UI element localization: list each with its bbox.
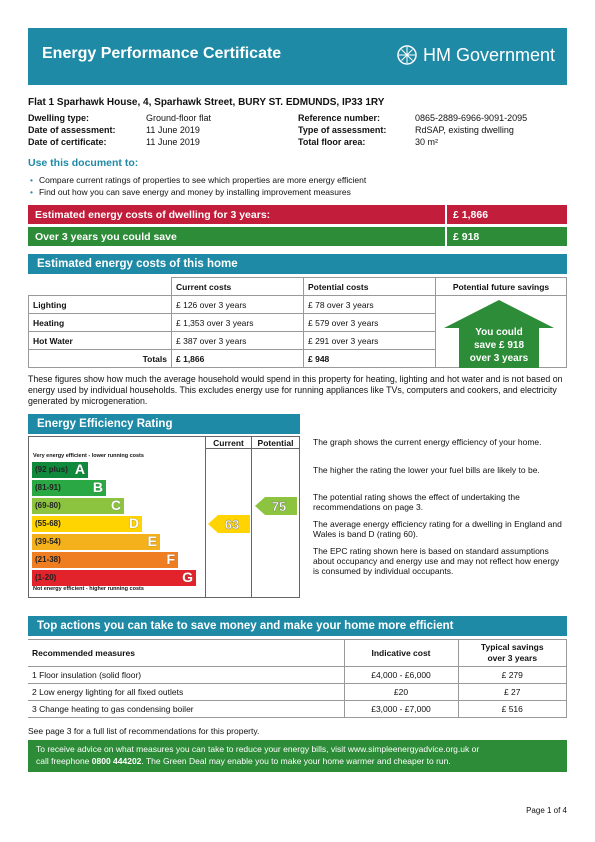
freephone-number[interactable]: 0800 444202 bbox=[91, 756, 142, 766]
actions-table bbox=[28, 639, 567, 718]
efficiency-heading: Energy Efficiency Rating bbox=[28, 414, 300, 434]
certificate-date-value: 11 June 2019 bbox=[146, 137, 200, 147]
band-letter: G bbox=[182, 569, 193, 585]
page-title: Energy Performance Certificate bbox=[42, 45, 282, 62]
assessment-date-value: 11 June 2019 bbox=[146, 125, 200, 135]
band-b bbox=[32, 480, 106, 496]
current-rating-pointer bbox=[208, 515, 252, 533]
footer-line1: To receive advice on what measures you can take to reduce your energy bills, visit www.simpleenergyadvice.org.uk or bbox=[36, 744, 480, 754]
totals-row: Totals £ 1,866 £ 948 bbox=[29, 350, 567, 368]
header-banner bbox=[28, 28, 567, 85]
band-letter: C bbox=[110, 497, 121, 513]
svg-text:75: 75 bbox=[271, 499, 287, 514]
band-letter: B bbox=[92, 479, 103, 495]
assessment-date-label: Date of assessment: bbox=[28, 125, 116, 135]
band-letter: D bbox=[128, 515, 139, 531]
certificate-date-label: Date of certificate: bbox=[28, 137, 107, 147]
band-range: (55-68) bbox=[35, 519, 61, 528]
savings-line3: over 3 years bbox=[469, 353, 529, 364]
efficiency-text-3: The potential rating shows the effect of undertaking the recommendations on page 3. bbox=[313, 492, 520, 512]
band-range: (1-20) bbox=[35, 573, 57, 582]
assessment-type-value: RdSAP, existing dwelling bbox=[415, 125, 514, 135]
costs-table bbox=[28, 277, 567, 368]
savings-arrow-cell bbox=[436, 296, 567, 368]
band-range: (81-91) bbox=[35, 483, 61, 492]
table-row: Heating £ 1,353 over 3 years £ 579 over 3 years bbox=[29, 314, 567, 332]
assessment-type-label: Type of assessment: bbox=[298, 125, 387, 135]
could-save-value: £ 918 bbox=[447, 227, 567, 246]
band-d bbox=[32, 516, 142, 532]
page-number: Page 1 of 4 bbox=[526, 806, 567, 815]
potential-col-header: Potential bbox=[257, 438, 294, 448]
col-measures: Recommended measures bbox=[28, 640, 344, 667]
table-row: 2 Low energy lighting for all fixed outlets £20 £ 27 bbox=[28, 684, 567, 701]
band-g bbox=[32, 570, 196, 586]
reference-label: Reference number: bbox=[298, 113, 381, 123]
footer-line2: call freephone 0800 444202. The Green Deal may enable you to make your home warmer and cheaper to run. bbox=[36, 756, 451, 766]
col-future: Potential future savings bbox=[436, 278, 567, 296]
table-row: 1 Floor insulation (solid floor) £4,000 - £6,000 £ 279 bbox=[28, 667, 567, 684]
use-document-heading: Use this document to: bbox=[28, 157, 139, 169]
band-range: (21-38) bbox=[35, 555, 61, 564]
floor-area-label: Total floor area: bbox=[298, 137, 366, 147]
potential-rating-pointer bbox=[255, 497, 299, 515]
property-address: Flat 1 Sparhawk House, 4, Sparhawk Street, BURY ST. EDMUNDS, IP33 1RY bbox=[28, 97, 385, 108]
table-row: Lighting £ 126 over 3 years £ 78 over 3 years You could save £ 918 over 3 years bbox=[29, 296, 567, 314]
col-potential: Potential costs bbox=[304, 278, 436, 296]
savings-line2: save £ 918 bbox=[473, 340, 525, 351]
band-letter: F bbox=[166, 551, 175, 567]
col-savings: Typical savings over 3 years bbox=[458, 640, 567, 667]
crest-icon bbox=[395, 43, 419, 67]
estimated-costs-bar: Estimated energy costs of dwelling for 3 years: £ 1,866 bbox=[28, 205, 567, 224]
could-save-bar: Over 3 years you could save £ 918 bbox=[28, 227, 567, 246]
band-range: (39-54) bbox=[35, 537, 61, 546]
efficiency-text-1: The graph shows the current energy efficiency of your home. bbox=[313, 437, 542, 447]
col-current: Current costs bbox=[172, 278, 304, 296]
svg-text:63: 63 bbox=[224, 517, 240, 532]
efficiency-text-2: The higher the rating the lower your fuel bills are likely to be. bbox=[313, 465, 540, 475]
savings-line1: You could bbox=[475, 327, 523, 338]
brand-name: HM Government bbox=[422, 44, 555, 65]
details-right bbox=[298, 113, 527, 149]
efficiency-rating-chart bbox=[28, 436, 300, 598]
floor-area-value: 30 m² bbox=[415, 137, 439, 147]
costs-section-heading: Estimated energy costs of this home bbox=[28, 254, 567, 274]
band-e bbox=[32, 534, 160, 550]
band-letter: A bbox=[74, 461, 85, 477]
table-row: 3 Change heating to gas condensing boiler £3,000 - £7,000 £ 516 bbox=[28, 701, 567, 718]
band-c bbox=[32, 498, 124, 514]
reference-value: 0865-2889-6966-9091-2095 bbox=[415, 113, 528, 123]
col-cost: Indicative cost bbox=[344, 640, 458, 667]
table-row: Hot Water £ 387 over 3 years £ 291 over 3 years bbox=[29, 332, 567, 350]
actions-heading: Top actions you can take to save money and make your home more efficient bbox=[28, 616, 567, 636]
top-note: Very energy efficient - lower running costs bbox=[33, 453, 144, 459]
band-range: (92 plus) bbox=[35, 465, 68, 474]
dwelling-type-value: Ground-floor flat bbox=[146, 113, 212, 123]
details-left bbox=[28, 113, 211, 149]
hm-government-logo bbox=[395, 43, 555, 67]
costs-note: These figures show how much the average household would spend in this property for heating, lighting and hot water and is not based on energy used by individual households. This excludes energy use for running appliances like TVs, computers and cookers, and electricity generated by microgeneration. bbox=[28, 374, 563, 406]
advice-footer bbox=[28, 740, 567, 772]
bullet-find-out: • Find out how you can save energy and money by installing improvement measures bbox=[30, 187, 351, 197]
efficiency-text-4: The average energy efficiency rating for a dwelling in England and Wales is band D (rating 60). bbox=[313, 519, 562, 539]
band-f bbox=[32, 552, 178, 568]
recommendations-note: See page 3 for a full list of recommendations for this property. bbox=[28, 726, 260, 736]
estimated-costs-value: £ 1,866 bbox=[447, 205, 567, 224]
bullet-compare: • Compare current ratings of properties to see which properties are more energy efficient bbox=[30, 175, 367, 185]
dwelling-type-label: Dwelling type: bbox=[28, 113, 90, 123]
efficiency-text-5: The EPC rating shown here is based on standard assumptions about occupancy and energy use and may not reflect how energy is consumed by individual occupants. bbox=[313, 546, 560, 576]
current-col-header: Current bbox=[213, 438, 244, 448]
band-range: (69-80) bbox=[35, 501, 61, 510]
bottom-note: Not energy efficient - higher running costs bbox=[33, 586, 144, 592]
band-a bbox=[32, 462, 88, 478]
band-letter: E bbox=[147, 533, 157, 549]
